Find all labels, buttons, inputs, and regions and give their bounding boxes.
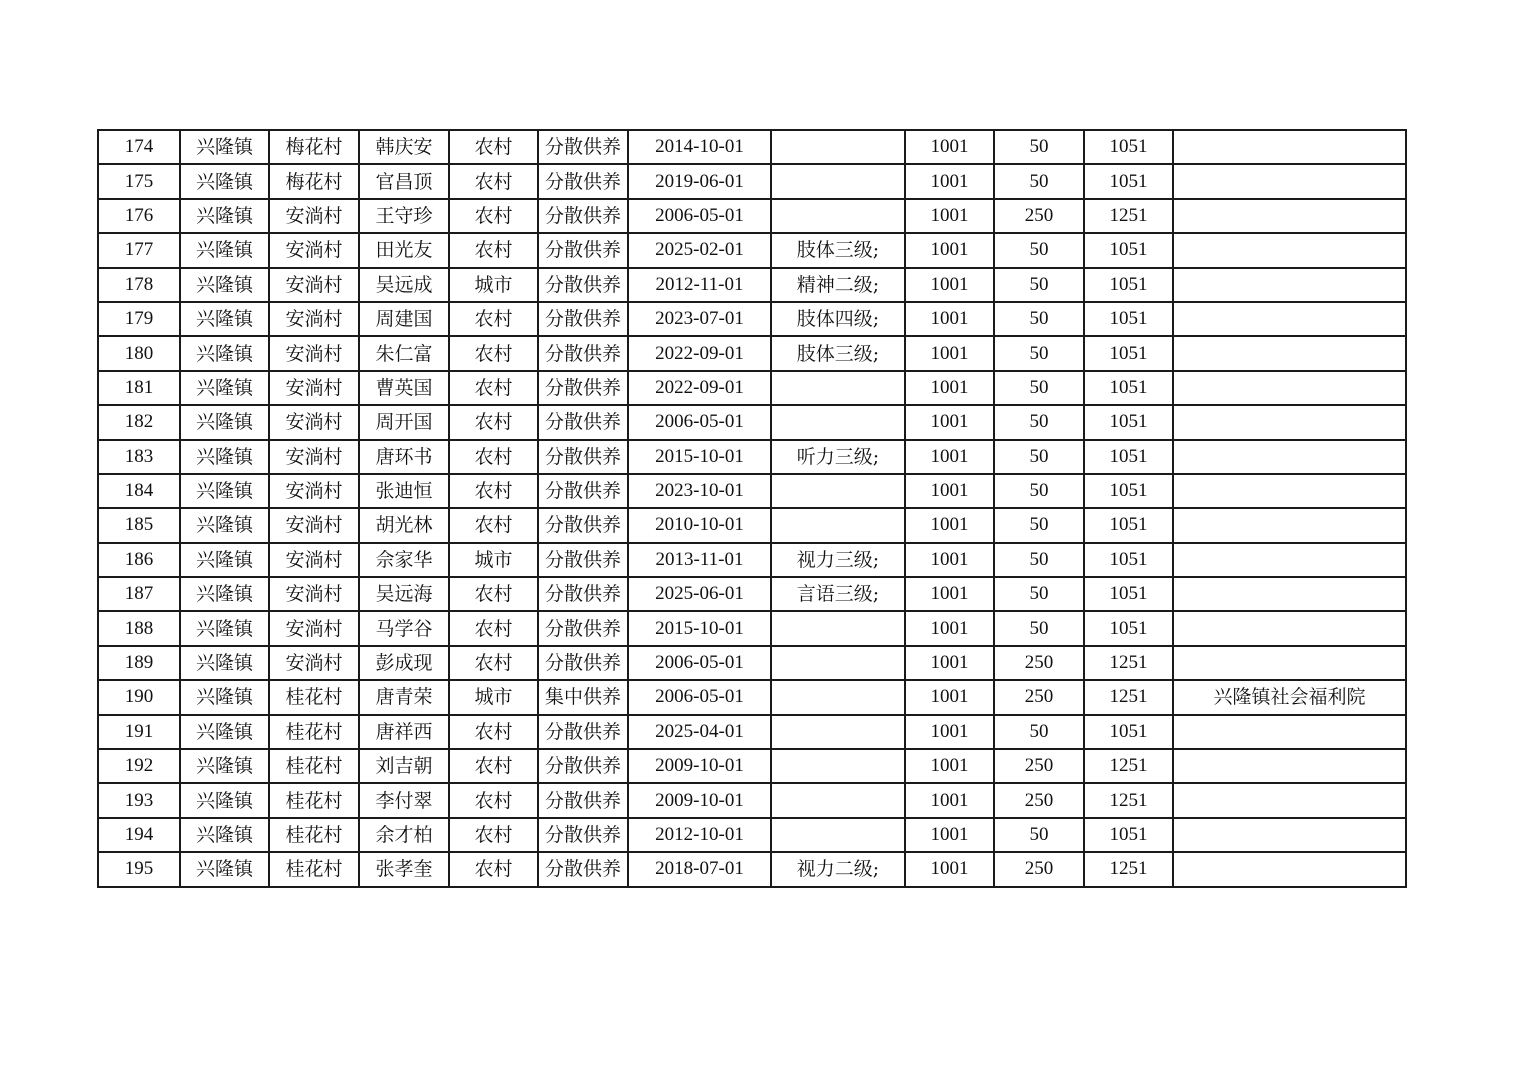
table-row <box>98 130 1406 164</box>
town-cell: 兴隆镇 <box>180 302 269 336</box>
total-cell: 1051 <box>1084 611 1173 645</box>
base-amount-cell: 1001 <box>905 199 994 233</box>
total-cell: 1051 <box>1084 818 1173 852</box>
village-cell: 安淌村 <box>269 646 359 680</box>
village-cell: 桂花村 <box>269 749 359 783</box>
allowance-cell: 50 <box>994 268 1084 302</box>
allowance-cell: 50 <box>994 164 1084 198</box>
base-amount-cell: 1001 <box>905 336 994 370</box>
household-type-cell: 城市 <box>449 543 538 577</box>
town-cell: 兴隆镇 <box>180 646 269 680</box>
table-row <box>98 440 1406 474</box>
town-cell: 兴隆镇 <box>180 405 269 439</box>
disability-cell <box>771 199 905 233</box>
name-cell: 马学谷 <box>359 611 449 645</box>
name-cell: 张迪恒 <box>359 474 449 508</box>
town-cell: 兴隆镇 <box>180 783 269 817</box>
support-type-cell: 分散供养 <box>538 405 628 439</box>
allowance-cell: 50 <box>994 233 1084 267</box>
table-row <box>98 233 1406 267</box>
allowance-cell: 50 <box>994 474 1084 508</box>
household-type-cell: 农村 <box>449 302 538 336</box>
institution-cell <box>1173 233 1406 267</box>
household-type-cell: 农村 <box>449 405 538 439</box>
seq-cell: 189 <box>98 646 180 680</box>
village-cell: 桂花村 <box>269 715 359 749</box>
base-amount-cell: 1001 <box>905 543 994 577</box>
seq-cell: 192 <box>98 749 180 783</box>
start-date-cell: 2025-06-01 <box>628 577 771 611</box>
institution-cell <box>1173 268 1406 302</box>
total-cell: 1251 <box>1084 680 1173 714</box>
disability-cell: 言语三级; <box>771 577 905 611</box>
town-cell: 兴隆镇 <box>180 233 269 267</box>
table-row <box>98 336 1406 370</box>
institution-cell <box>1173 543 1406 577</box>
base-amount-cell: 1001 <box>905 646 994 680</box>
start-date-cell: 2009-10-01 <box>628 783 771 817</box>
support-type-cell: 分散供养 <box>538 474 628 508</box>
village-cell: 安淌村 <box>269 336 359 370</box>
seq-cell: 194 <box>98 818 180 852</box>
disability-cell: 听力三级; <box>771 440 905 474</box>
institution-cell <box>1173 783 1406 817</box>
name-cell: 唐祥西 <box>359 715 449 749</box>
allowance-cell: 50 <box>994 508 1084 542</box>
name-cell: 朱仁富 <box>359 336 449 370</box>
start-date-cell: 2013-11-01 <box>628 543 771 577</box>
start-date-cell: 2012-11-01 <box>628 268 771 302</box>
total-cell: 1251 <box>1084 199 1173 233</box>
institution-cell <box>1173 646 1406 680</box>
name-cell: 唐青荣 <box>359 680 449 714</box>
support-type-cell: 分散供养 <box>538 199 628 233</box>
support-type-cell: 分散供养 <box>538 233 628 267</box>
support-type-cell: 分散供养 <box>538 336 628 370</box>
town-cell: 兴隆镇 <box>180 268 269 302</box>
total-cell: 1051 <box>1084 440 1173 474</box>
town-cell: 兴隆镇 <box>180 577 269 611</box>
total-cell: 1251 <box>1084 783 1173 817</box>
total-cell: 1051 <box>1084 336 1173 370</box>
allowance-cell: 250 <box>994 783 1084 817</box>
support-type-cell: 分散供养 <box>538 852 628 886</box>
seq-cell: 193 <box>98 783 180 817</box>
start-date-cell: 2022-09-01 <box>628 336 771 370</box>
base-amount-cell: 1001 <box>905 164 994 198</box>
name-cell: 吴远海 <box>359 577 449 611</box>
support-type-cell: 分散供养 <box>538 611 628 645</box>
village-cell: 桂花村 <box>269 852 359 886</box>
seq-cell: 182 <box>98 405 180 439</box>
support-type-cell: 分散供养 <box>538 440 628 474</box>
support-type-cell: 分散供养 <box>538 371 628 405</box>
household-type-cell: 农村 <box>449 611 538 645</box>
name-cell: 周开国 <box>359 405 449 439</box>
village-cell: 梅花村 <box>269 164 359 198</box>
document-sheet <box>97 129 1405 888</box>
disability-cell <box>771 783 905 817</box>
total-cell: 1251 <box>1084 852 1173 886</box>
start-date-cell: 2023-10-01 <box>628 474 771 508</box>
support-type-cell: 分散供养 <box>538 164 628 198</box>
disability-cell <box>771 371 905 405</box>
town-cell: 兴隆镇 <box>180 199 269 233</box>
base-amount-cell: 1001 <box>905 474 994 508</box>
town-cell: 兴隆镇 <box>180 508 269 542</box>
village-cell: 安淌村 <box>269 508 359 542</box>
institution-cell <box>1173 474 1406 508</box>
seq-cell: 177 <box>98 233 180 267</box>
disability-cell <box>771 164 905 198</box>
seq-cell: 190 <box>98 680 180 714</box>
start-date-cell: 2019-06-01 <box>628 164 771 198</box>
start-date-cell: 2006-05-01 <box>628 199 771 233</box>
town-cell: 兴隆镇 <box>180 474 269 508</box>
table-row <box>98 715 1406 749</box>
household-type-cell: 农村 <box>449 852 538 886</box>
seq-cell: 180 <box>98 336 180 370</box>
start-date-cell: 2006-05-01 <box>628 646 771 680</box>
table-row <box>98 508 1406 542</box>
town-cell: 兴隆镇 <box>180 371 269 405</box>
base-amount-cell: 1001 <box>905 715 994 749</box>
disability-cell <box>771 405 905 439</box>
institution-cell <box>1173 336 1406 370</box>
disability-cell: 精神二级; <box>771 268 905 302</box>
name-cell: 胡光林 <box>359 508 449 542</box>
allowance-cell: 50 <box>994 543 1084 577</box>
base-amount-cell: 1001 <box>905 783 994 817</box>
household-type-cell: 农村 <box>449 577 538 611</box>
total-cell: 1251 <box>1084 749 1173 783</box>
allowance-cell: 50 <box>994 715 1084 749</box>
village-cell: 桂花村 <box>269 680 359 714</box>
village-cell: 安淌村 <box>269 302 359 336</box>
seq-cell: 186 <box>98 543 180 577</box>
name-cell: 曹英国 <box>359 371 449 405</box>
allowance-cell: 250 <box>994 749 1084 783</box>
disability-cell <box>771 611 905 645</box>
town-cell: 兴隆镇 <box>180 543 269 577</box>
town-cell: 兴隆镇 <box>180 611 269 645</box>
name-cell: 余才柏 <box>359 818 449 852</box>
disability-cell: 肢体四级; <box>771 302 905 336</box>
name-cell: 张孝奎 <box>359 852 449 886</box>
village-cell: 安淌村 <box>269 268 359 302</box>
base-amount-cell: 1001 <box>905 577 994 611</box>
start-date-cell: 2010-10-01 <box>628 508 771 542</box>
institution-cell <box>1173 164 1406 198</box>
support-type-cell: 分散供养 <box>538 268 628 302</box>
start-date-cell: 2006-05-01 <box>628 680 771 714</box>
roster-body <box>98 130 1406 887</box>
seq-cell: 191 <box>98 715 180 749</box>
village-cell: 安淌村 <box>269 405 359 439</box>
town-cell: 兴隆镇 <box>180 749 269 783</box>
institution-cell <box>1173 577 1406 611</box>
allowance-cell: 50 <box>994 302 1084 336</box>
household-type-cell: 农村 <box>449 440 538 474</box>
total-cell: 1051 <box>1084 371 1173 405</box>
total-cell: 1051 <box>1084 268 1173 302</box>
total-cell: 1051 <box>1084 577 1173 611</box>
village-cell: 安淌村 <box>269 371 359 405</box>
allowance-cell: 250 <box>994 199 1084 233</box>
seq-cell: 195 <box>98 852 180 886</box>
disability-cell <box>771 715 905 749</box>
institution-cell <box>1173 715 1406 749</box>
start-date-cell: 2025-04-01 <box>628 715 771 749</box>
disability-cell <box>771 508 905 542</box>
seq-cell: 175 <box>98 164 180 198</box>
start-date-cell: 2023-07-01 <box>628 302 771 336</box>
village-cell: 安淌村 <box>269 543 359 577</box>
allowance-cell: 50 <box>994 371 1084 405</box>
roster-table <box>97 129 1407 888</box>
table-row <box>98 405 1406 439</box>
town-cell: 兴隆镇 <box>180 680 269 714</box>
base-amount-cell: 1001 <box>905 405 994 439</box>
base-amount-cell: 1001 <box>905 268 994 302</box>
start-date-cell: 2022-09-01 <box>628 371 771 405</box>
institution-cell <box>1173 371 1406 405</box>
allowance-cell: 50 <box>994 818 1084 852</box>
table-row <box>98 268 1406 302</box>
town-cell: 兴隆镇 <box>180 336 269 370</box>
household-type-cell: 农村 <box>449 474 538 508</box>
seq-cell: 184 <box>98 474 180 508</box>
name-cell: 官昌顶 <box>359 164 449 198</box>
institution-cell <box>1173 508 1406 542</box>
household-type-cell: 城市 <box>449 680 538 714</box>
base-amount-cell: 1001 <box>905 818 994 852</box>
village-cell: 安淌村 <box>269 199 359 233</box>
table-row <box>98 164 1406 198</box>
support-type-cell: 分散供养 <box>538 508 628 542</box>
start-date-cell: 2012-10-01 <box>628 818 771 852</box>
total-cell: 1051 <box>1084 130 1173 164</box>
disability-cell <box>771 680 905 714</box>
allowance-cell: 50 <box>994 130 1084 164</box>
institution-cell <box>1173 818 1406 852</box>
disability-cell: 视力三级; <box>771 543 905 577</box>
base-amount-cell: 1001 <box>905 130 994 164</box>
table-row <box>98 474 1406 508</box>
household-type-cell: 农村 <box>449 715 538 749</box>
village-cell: 安淌村 <box>269 233 359 267</box>
allowance-cell: 50 <box>994 577 1084 611</box>
disability-cell: 视力二级; <box>771 852 905 886</box>
town-cell: 兴隆镇 <box>180 852 269 886</box>
table-row <box>98 852 1406 886</box>
allowance-cell: 50 <box>994 611 1084 645</box>
support-type-cell: 分散供养 <box>538 577 628 611</box>
total-cell: 1051 <box>1084 715 1173 749</box>
total-cell: 1051 <box>1084 405 1173 439</box>
household-type-cell: 农村 <box>449 783 538 817</box>
town-cell: 兴隆镇 <box>180 130 269 164</box>
household-type-cell: 农村 <box>449 164 538 198</box>
town-cell: 兴隆镇 <box>180 440 269 474</box>
support-type-cell: 分散供养 <box>538 749 628 783</box>
institution-cell <box>1173 440 1406 474</box>
disability-cell: 肢体三级; <box>771 336 905 370</box>
total-cell: 1051 <box>1084 474 1173 508</box>
institution-cell <box>1173 749 1406 783</box>
name-cell: 佘家华 <box>359 543 449 577</box>
seq-cell: 187 <box>98 577 180 611</box>
support-type-cell: 分散供养 <box>538 543 628 577</box>
total-cell: 1051 <box>1084 302 1173 336</box>
table-row <box>98 818 1406 852</box>
household-type-cell: 农村 <box>449 508 538 542</box>
total-cell: 1051 <box>1084 543 1173 577</box>
household-type-cell: 农村 <box>449 371 538 405</box>
institution-cell <box>1173 405 1406 439</box>
household-type-cell: 农村 <box>449 233 538 267</box>
base-amount-cell: 1001 <box>905 680 994 714</box>
household-type-cell: 农村 <box>449 130 538 164</box>
table-row <box>98 577 1406 611</box>
household-type-cell: 农村 <box>449 749 538 783</box>
start-date-cell: 2014-10-01 <box>628 130 771 164</box>
name-cell: 王守珍 <box>359 199 449 233</box>
allowance-cell: 250 <box>994 646 1084 680</box>
village-cell: 安淌村 <box>269 440 359 474</box>
name-cell: 周建国 <box>359 302 449 336</box>
disability-cell <box>771 130 905 164</box>
institution-cell <box>1173 852 1406 886</box>
total-cell: 1051 <box>1084 164 1173 198</box>
household-type-cell: 农村 <box>449 818 538 852</box>
table-row <box>98 543 1406 577</box>
total-cell: 1251 <box>1084 646 1173 680</box>
table-row <box>98 783 1406 817</box>
table-row <box>98 680 1406 714</box>
support-type-cell: 分散供养 <box>538 302 628 336</box>
table-row <box>98 199 1406 233</box>
name-cell: 韩庆安 <box>359 130 449 164</box>
seq-cell: 181 <box>98 371 180 405</box>
household-type-cell: 农村 <box>449 336 538 370</box>
disability-cell: 肢体三级; <box>771 233 905 267</box>
name-cell: 田光友 <box>359 233 449 267</box>
base-amount-cell: 1001 <box>905 749 994 783</box>
allowance-cell: 50 <box>994 405 1084 439</box>
support-type-cell: 分散供养 <box>538 646 628 680</box>
support-type-cell: 分散供养 <box>538 818 628 852</box>
start-date-cell: 2006-05-01 <box>628 405 771 439</box>
town-cell: 兴隆镇 <box>180 164 269 198</box>
base-amount-cell: 1001 <box>905 508 994 542</box>
name-cell: 李付翠 <box>359 783 449 817</box>
start-date-cell: 2015-10-01 <box>628 440 771 474</box>
seq-cell: 176 <box>98 199 180 233</box>
base-amount-cell: 1001 <box>905 302 994 336</box>
table-row <box>98 646 1406 680</box>
village-cell: 安淌村 <box>269 611 359 645</box>
disability-cell <box>771 474 905 508</box>
table-row <box>98 749 1406 783</box>
allowance-cell: 250 <box>994 852 1084 886</box>
support-type-cell: 分散供养 <box>538 783 628 817</box>
base-amount-cell: 1001 <box>905 371 994 405</box>
name-cell: 彭成现 <box>359 646 449 680</box>
allowance-cell: 250 <box>994 680 1084 714</box>
institution-cell <box>1173 611 1406 645</box>
town-cell: 兴隆镇 <box>180 818 269 852</box>
town-cell: 兴隆镇 <box>180 715 269 749</box>
institution-cell <box>1173 199 1406 233</box>
seq-cell: 183 <box>98 440 180 474</box>
table-row <box>98 611 1406 645</box>
table-row <box>98 302 1406 336</box>
total-cell: 1051 <box>1084 233 1173 267</box>
allowance-cell: 50 <box>994 336 1084 370</box>
village-cell: 梅花村 <box>269 130 359 164</box>
household-type-cell: 农村 <box>449 646 538 680</box>
name-cell: 吴远成 <box>359 268 449 302</box>
seq-cell: 185 <box>98 508 180 542</box>
name-cell: 唐环书 <box>359 440 449 474</box>
allowance-cell: 50 <box>994 440 1084 474</box>
seq-cell: 178 <box>98 268 180 302</box>
village-cell: 安淌村 <box>269 474 359 508</box>
disability-cell <box>771 818 905 852</box>
start-date-cell: 2018-07-01 <box>628 852 771 886</box>
base-amount-cell: 1001 <box>905 852 994 886</box>
village-cell: 桂花村 <box>269 818 359 852</box>
seq-cell: 179 <box>98 302 180 336</box>
institution-cell <box>1173 130 1406 164</box>
institution-cell: 兴隆镇社会福利院 <box>1173 680 1406 714</box>
base-amount-cell: 1001 <box>905 440 994 474</box>
household-type-cell: 城市 <box>449 268 538 302</box>
support-type-cell: 分散供养 <box>538 715 628 749</box>
total-cell: 1051 <box>1084 508 1173 542</box>
household-type-cell: 农村 <box>449 199 538 233</box>
disability-cell <box>771 749 905 783</box>
start-date-cell: 2009-10-01 <box>628 749 771 783</box>
seq-cell: 174 <box>98 130 180 164</box>
village-cell: 桂花村 <box>269 783 359 817</box>
start-date-cell: 2025-02-01 <box>628 233 771 267</box>
support-type-cell: 集中供养 <box>538 680 628 714</box>
support-type-cell: 分散供养 <box>538 130 628 164</box>
name-cell: 刘吉朝 <box>359 749 449 783</box>
village-cell: 安淌村 <box>269 577 359 611</box>
base-amount-cell: 1001 <box>905 611 994 645</box>
disability-cell <box>771 646 905 680</box>
institution-cell <box>1173 302 1406 336</box>
start-date-cell: 2015-10-01 <box>628 611 771 645</box>
table-row <box>98 371 1406 405</box>
seq-cell: 188 <box>98 611 180 645</box>
base-amount-cell: 1001 <box>905 233 994 267</box>
